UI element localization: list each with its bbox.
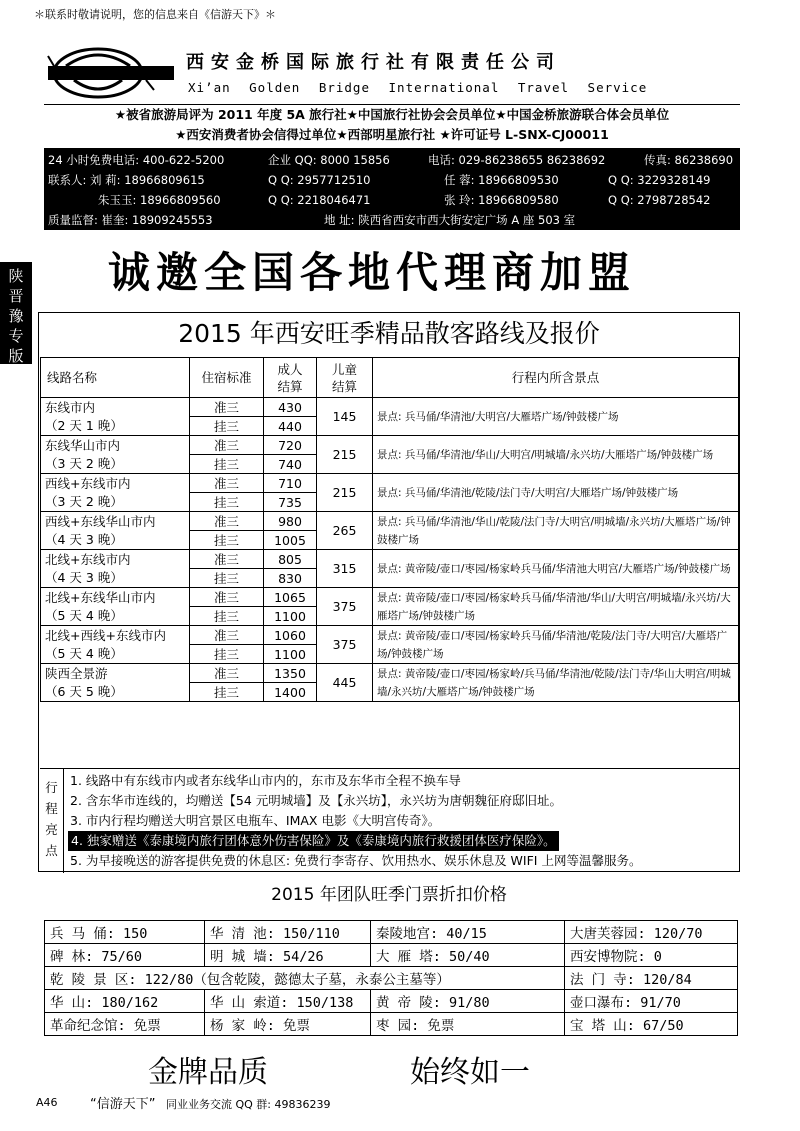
child-price: 375 — [317, 588, 373, 626]
route-name: 东线市内 （2 天 1 晚） — [41, 398, 190, 436]
accommodation: 挂三 — [190, 645, 264, 664]
highlight-item: 1. 线路中有东线市内或者东线华山市内的，东市及东华市全程不换车导 — [70, 773, 461, 788]
side-tab-char: 专 — [8, 327, 24, 345]
accommodation: 准三 — [190, 626, 264, 645]
highlight-item: 2. 含东华市连线的，均赠送【54 元明城墙】及【永兴坊】，永兴坊为唐朝魏征府邸旧址。 — [70, 793, 563, 808]
accommodation: 准三 — [190, 588, 264, 607]
accommodation: 挂三 — [190, 417, 264, 436]
ticket-price: 枣 园: 免票 — [371, 1013, 565, 1036]
fax: 传真: 86238690 — [644, 153, 734, 167]
accommodation: 准三 — [190, 398, 264, 417]
highlights-label — [40, 769, 64, 873]
highlights-label-char: 点 — [45, 843, 58, 858]
header-adult-price: 成人 结算 — [264, 358, 317, 398]
child-price: 215 — [317, 436, 373, 474]
route-name: 西线+东线市内 （3 天 2 晚） — [41, 474, 190, 512]
routes-section — [38, 312, 740, 872]
ticket-price: 壶口瀑布: 91/70 — [565, 990, 738, 1013]
table-row — [45, 1013, 738, 1036]
contact-zhang-ling: 张 玲: 18966809580 — [444, 193, 559, 207]
qq-zhang-ling: Q Q: 2798728542 — [608, 193, 711, 207]
ticket-price: 黄 帝 陵: 91/80 — [371, 990, 565, 1013]
contact-line-1 — [48, 150, 736, 170]
tickets-title: 2015 年团队旺季门票折扣价格 — [271, 885, 507, 905]
company-name-cn: 西安金桥国际旅行社有限责任公司 — [186, 52, 561, 73]
header-accommodation: 住宿标准 — [190, 358, 264, 398]
route-name: 陕西全景游 （6 天 5 晚） — [41, 664, 190, 702]
contact-band — [44, 148, 740, 230]
contact-liu-li: 联系人: 刘 莉: 18966809615 — [48, 173, 205, 187]
contact-line-4 — [48, 210, 736, 230]
ticket-price: 杨 家 岭: 免票 — [205, 1013, 371, 1036]
honor-line-1: ★被省旅游局评为 2011 年度 5A 旅行社★中国旅行社协会会员单位★中国金桥旅游联合体会员单位 — [114, 107, 670, 122]
footer-brand: “信游天下” — [90, 1097, 156, 1112]
accommodation: 挂三 — [190, 493, 264, 512]
table-row — [45, 921, 738, 944]
table-row — [45, 967, 738, 990]
ticket-price: 大 雁 塔: 50/40 — [371, 944, 565, 967]
child-price: 145 — [317, 398, 373, 436]
side-tab — [0, 262, 32, 364]
recruit-slogan: 诚邀全国各地代理商加盟 — [108, 248, 637, 297]
accommodation: 挂三 — [190, 569, 264, 588]
adult-price: 980 — [264, 512, 317, 531]
company-name-en: Xi’an Golden Bridge International Travel Service — [188, 80, 648, 95]
contact-line-2 — [48, 170, 736, 190]
highlight-item: 5. 为早接晚送的游客提供免费的休息区: 免费行李寄存、饮用热水、娱乐休息及 WIFI 上网等温馨服务。 — [70, 853, 642, 868]
header-spots: 行程内所含景点 — [373, 358, 739, 398]
accommodation: 挂三 — [190, 531, 264, 550]
accommodation: 挂三 — [190, 607, 264, 626]
adult-price: 720 — [264, 436, 317, 455]
adult-price: 1350 — [264, 664, 317, 683]
route-name: 北线+东线华山市内 （5 天 4 晚） — [41, 588, 190, 626]
route-name: 北线+东线市内 （4 天 3 晚） — [41, 550, 190, 588]
ticket-price: 革命纪念馆: 免票 — [45, 1013, 205, 1036]
ticket-price: 兵 马 俑: 150 — [45, 921, 205, 944]
golden-bridge-logo-icon — [46, 46, 176, 100]
side-tab-char: 陕 — [8, 267, 24, 285]
ticket-price: 华 山: 180/162 — [45, 990, 205, 1013]
qq-liu-li: Q Q: 2957712510 — [268, 173, 371, 187]
ticket-price: 西安博物院: 0 — [565, 944, 738, 967]
route-spots: 景点: 黄帝陵/壶口/枣园/杨家岭兵马俑/华清池大明宫/大雁塔广场/钟鼓楼广场 — [373, 550, 739, 588]
table-row — [41, 588, 739, 607]
ticket-price: 华 清 池: 150/110 — [205, 921, 371, 944]
adult-price: 440 — [264, 417, 317, 436]
adult-price: 1100 — [264, 607, 317, 626]
ticket-price: 乾 陵 景 区: 122/80（包含乾陵，懿德太子墓，永泰公主墓等） — [45, 967, 565, 990]
route-name: 东线华山市内 （3 天 2 晚） — [41, 436, 190, 474]
itinerary-highlights — [40, 768, 739, 872]
honor-line-2: ★西安消费者协会信得过单位★西部明星旅行社 ★许可证号 L-SNX-CJ00011 — [175, 127, 609, 142]
adult-price: 735 — [264, 493, 317, 512]
table-row — [41, 474, 739, 493]
table-row — [45, 944, 738, 967]
highlights-label-char: 亮 — [45, 822, 58, 837]
accommodation: 准三 — [190, 474, 264, 493]
route-spots: 景点: 黄帝陵/壶口/枣园/杨家岭兵马俑/华清池/乾陵/法门寺/大明宫/大雁塔广场/钟鼓楼广场 — [373, 626, 739, 664]
accommodation: 挂三 — [190, 683, 264, 702]
route-spots: 景点: 兵马俑/华清池/华山/大明宫/明城墙/永兴坊/大雁塔广场/钟鼓楼广场 — [373, 436, 739, 474]
table-row — [45, 990, 738, 1013]
ticket-price: 法 门 寺: 120/84 — [565, 967, 738, 990]
table-row — [41, 550, 739, 569]
accommodation: 准三 — [190, 436, 264, 455]
side-tab-char: 版 — [8, 347, 24, 365]
enterprise-qq: 企业 QQ: 8000 15856 — [268, 153, 390, 167]
ticket-price: 华 山 索道: 150/138 — [205, 990, 371, 1013]
table-row — [41, 512, 739, 531]
ticket-price: 碑 林: 75/60 — [45, 944, 205, 967]
route-spots: 景点: 兵马俑/华清池/大明宫/大雁塔广场/钟鼓楼广场 — [373, 398, 739, 436]
ticket-price: 宝 塔 山: 67/50 — [565, 1013, 738, 1036]
accommodation: 准三 — [190, 550, 264, 569]
route-spots: 景点: 兵马俑/华清池/乾陵/法门寺/大明宫/大雁塔广场/钟鼓楼广场 — [373, 474, 739, 512]
highlight-item: 3. 市内行程均赠送大明宫景区电瓶车、IMAX 电影《大明宫传奇》。 — [70, 813, 441, 828]
side-tab-char: 豫 — [8, 307, 24, 325]
header-route-name: 线路名称 — [41, 358, 190, 398]
route-spots: 景点: 黄帝陵/壶口/枣园/杨家岭兵马俑/华清池/华山/大明宫/明城墙/永兴坊/大雁塔广场/钟鼓楼广场 — [373, 588, 739, 626]
header-child-price: 儿童 结算 — [317, 358, 373, 398]
ticket-price: 明 城 墙: 54/26 — [205, 944, 371, 967]
table-row — [41, 626, 739, 645]
adult-price: 740 — [264, 455, 317, 474]
adult-price: 430 — [264, 398, 317, 417]
adult-price: 1400 — [264, 683, 317, 702]
qq-zhu-yuyu: Q Q: 2218046471 — [268, 193, 371, 207]
contact-ren-rong: 任 蓉: 18966809530 — [444, 173, 559, 187]
child-price: 375 — [317, 626, 373, 664]
highlight-item: 4. 独家赠送《泰康境内旅行团体意外伤害保险》及《泰康境内旅行救援团体医疗保险》。 — [68, 831, 559, 851]
accommodation: 准三 — [190, 664, 264, 683]
child-price: 445 — [317, 664, 373, 702]
footer-qq-group: 同业业务交流 QQ 群: 49836239 — [166, 1098, 331, 1111]
ticket-price: 秦陵地宫: 40/15 — [371, 921, 565, 944]
quality-supervisor: 质量监督: 崔奎: 18909245553 — [48, 213, 213, 227]
table-row — [41, 398, 739, 417]
child-price: 265 — [317, 512, 373, 550]
page-number: A46 — [36, 1096, 58, 1109]
highlights-label-char: 程 — [45, 801, 58, 816]
company-header — [40, 44, 740, 104]
qq-ren-rong: Q Q: 3229328149 — [608, 173, 711, 187]
route-spots: 景点: 黄帝陵/壶口/枣园/杨家岭/兵马俑/华清池/乾陵/法门寺/华山大明宫/明城墙/永兴坊/大雁塔广场/钟鼓楼广场 — [373, 664, 739, 702]
address: 地 址: 陕西省西安市西大街安定广场 A 座 503 室 — [324, 213, 576, 227]
child-price: 315 — [317, 550, 373, 588]
route-name: 北线+西线+东线市内 （5 天 4 晚） — [41, 626, 190, 664]
accommodation: 挂三 — [190, 455, 264, 474]
child-price: 215 — [317, 474, 373, 512]
side-tab-char: 晋 — [8, 287, 24, 305]
route-name: 西线+东线华山市内 （4 天 3 晚） — [41, 512, 190, 550]
highlights-label-char: 行 — [45, 780, 58, 795]
adult-price: 1100 — [264, 645, 317, 664]
accommodation: 准三 — [190, 512, 264, 531]
route-spots: 景点: 兵马俑/华清池/华山/乾陵/法门寺/大明宫/明城墙/永兴坊/大雁塔广场/钟鼓楼广场 — [373, 512, 739, 550]
tickets-table — [44, 920, 738, 1036]
adult-price: 1060 — [264, 626, 317, 645]
contact-line-3 — [48, 190, 736, 210]
free-hotline: 24 小时免费电话: 400-622-5200 — [48, 153, 225, 167]
top-note: ＊联系时敬请说明，您的信息来自《信游天下》＊ — [34, 8, 276, 21]
adult-price: 830 — [264, 569, 317, 588]
routes-header-row — [41, 358, 739, 398]
routes-table — [40, 357, 739, 702]
adult-price: 710 — [264, 474, 317, 493]
adult-price: 1065 — [264, 588, 317, 607]
footer-slogan-quality: 金牌品质 — [148, 1055, 268, 1090]
ticket-price: 大唐芙蓉园: 120/70 — [565, 921, 738, 944]
table-row — [41, 664, 739, 683]
phone: 电话: 029-86238655 86238692 — [428, 153, 606, 167]
footer-slogan-consistent: 始终如一 — [410, 1055, 530, 1090]
table-row — [41, 436, 739, 455]
routes-title: 2015 年西安旺季精品散客路线及报价 — [178, 319, 600, 348]
contact-zhu-yuyu: 朱玉玉: 18966809560 — [98, 193, 221, 207]
adult-price: 1005 — [264, 531, 317, 550]
honors-section — [44, 104, 740, 148]
adult-price: 805 — [264, 550, 317, 569]
